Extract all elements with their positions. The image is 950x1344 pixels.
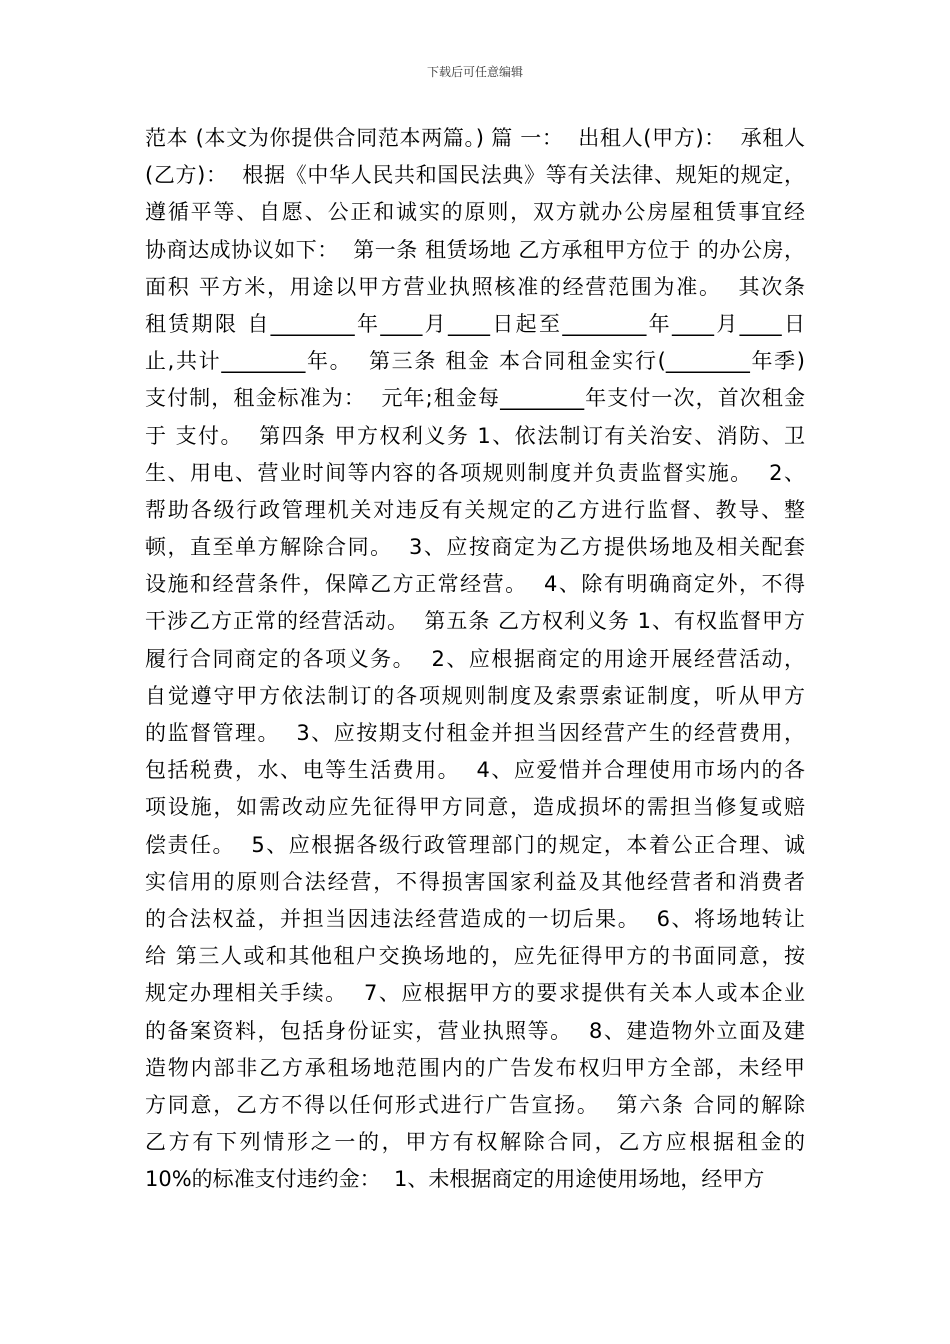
text-line: 乙方有下列情形之一的，甲方有权解除合同，乙方应根据租金的 xyxy=(145,1130,805,1155)
text-line: 止,共计________年。 第三条 租金 本合同租金实行(________年季) xyxy=(145,349,805,374)
text-line: 项设施，如需改动应先征得甲方同意，造成损坏的需担当修复或赔 xyxy=(145,795,805,820)
text-line: 协商达成协议如下： 第一条 租赁场地 乙方承租甲方位于 的办公房， xyxy=(145,237,805,262)
text-line: 租赁期限 自________年____月____日起至________年____月____日 xyxy=(145,311,805,336)
text-line: 给 第三人或和其他租户交换场地的，应先征得甲方的书面同意，按 xyxy=(145,944,805,969)
text-line: 包括税费，水、电等生活费用。 4、应爱惜并合理使用市场内的各 xyxy=(145,758,805,783)
text-line: (乙方)： 根据《中华人民共和国民法典》等有关法律、规矩的规定， xyxy=(145,163,805,188)
page-header: 下载后可任意编辑 xyxy=(426,65,523,79)
text-line: 自觉遵守甲方依法制订的各项规则制度及索票索证制度，听从甲方 xyxy=(145,683,805,708)
text-line: 干涉乙方正常的经营活动。 第五条 乙方权利义务 1、有权监督甲方 xyxy=(145,609,805,634)
text-line: 偿责任。 5、应根据各级行政管理部门的规定，本着公正合理、诚 xyxy=(145,832,805,857)
text-line: 实信用的原则合法经营，不得损害国家利益及其他经营者和消费者 xyxy=(145,869,805,894)
text-line: 设施和经营条件，保障乙方正常经营。 4、除有明确商定外，不得 xyxy=(145,572,805,597)
text-line: 的合法权益，并担当因违法经营造成的一切后果。 6、将场地转让 xyxy=(145,906,805,931)
text-line: 履行合同商定的各项义务。 2、应根据商定的用途开展经营活动， xyxy=(145,646,805,671)
text-line: 顿，直至单方解除合同。 3、应按商定为乙方提供场地及相关配套 xyxy=(145,535,805,560)
text-line: 生、用电、营业时间等内容的各项规则制度并负责监督实施。 2、 xyxy=(145,460,805,485)
text-line: 支付制，租金标准为： 元年;租金每________年支付一次，首次租金 xyxy=(145,386,805,411)
text-line: 遵循平等、自愿、公正和诚实的原则，双方就办公房屋租赁事宜经 xyxy=(145,200,805,225)
text-line: 的备案资料，包括身份证实，营业执照等。 8、建造物外立面及建 xyxy=(145,1018,805,1043)
text-line: 面积 平方米，用途以甲方营业执照核准的经营范围为准。 其次条 xyxy=(145,274,805,299)
text-line: 于 支付。 第四条 甲方权利义务 1、依法制订有关治安、消防、卫 xyxy=(145,423,805,448)
text-line: 造物内部非乙方承租场地范围内的广告发布权归甲方全部，未经甲 xyxy=(145,1055,805,1080)
text-line: 帮助各级行政管理机关对违反有关规定的乙方进行监督、教导、整 xyxy=(145,497,805,522)
text-line: 规定办理相关手续。 7、应根据甲方的要求提供有关本人或本企业 xyxy=(145,981,805,1006)
text-line: 的监督管理。 3、应按期支付租金并担当因经营产生的经营费用， xyxy=(145,721,805,745)
text-line: 范本 (本文为你提供合同范本两篇。) 篇 一： 出租人(甲方)： 承租人 xyxy=(145,126,805,150)
contract-body xyxy=(145,120,805,1198)
text-line: 方同意，乙方不得以任何形式进行广告宣扬。 第六条 合同的解除 xyxy=(145,1092,805,1117)
text-line: 10%的标准支付违约金： 1、未根据商定的用途使用场地，经甲方 xyxy=(145,1167,765,1192)
